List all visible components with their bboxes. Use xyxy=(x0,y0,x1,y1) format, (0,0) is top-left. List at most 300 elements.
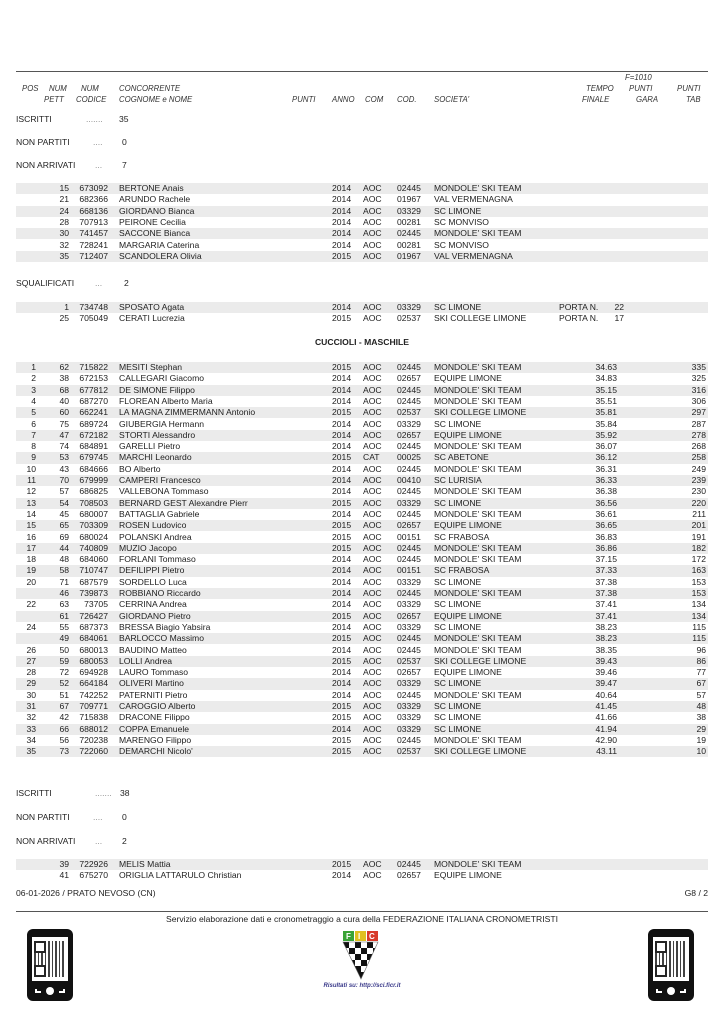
cell-tempo: 36.31 xyxy=(595,463,617,474)
cell-pos: 27 xyxy=(26,655,36,666)
header-punti-tab-1: PUNTI xyxy=(677,84,701,93)
results-url-link[interactable]: Risultati su: http://sci.ficr.it xyxy=(323,983,401,989)
cell-societa: SC LIMONE xyxy=(434,497,482,508)
cell-pos: 16 xyxy=(26,531,36,542)
cell-societa: MONDOLE' SKI TEAM xyxy=(434,554,522,565)
cell-punti-tab: 211 xyxy=(692,508,706,519)
cell-societa: MONDOLE' SKI TEAM xyxy=(434,395,522,406)
cell-societa: SC LIMONE xyxy=(434,678,482,689)
cell-pett: 69 xyxy=(59,531,69,542)
cell-name: SACCONE Bianca xyxy=(119,228,191,239)
cell-pos: 7 xyxy=(31,429,36,440)
iscritti-label-2: ISCRITTI xyxy=(16,788,52,798)
cell-cod: 03329 xyxy=(397,205,421,216)
cell-codice: 707913 xyxy=(79,216,108,227)
non-partiti-dots-2: .... xyxy=(93,812,103,822)
cell-anno: 2014 xyxy=(332,723,352,734)
cell-punti-tab: 134 xyxy=(691,610,706,621)
cell-name: GARELLI Pietro xyxy=(119,441,181,452)
cell-com: AOC xyxy=(363,239,382,250)
non-arrivato-row xyxy=(16,183,708,194)
cell-societa: SC LIMONE xyxy=(434,205,482,216)
cell-cod: 02445 xyxy=(397,859,421,869)
header-concorrente: CONCORRENTE xyxy=(119,84,181,93)
cell-pos: 20 xyxy=(26,576,36,587)
cell-com: AOC xyxy=(363,475,382,485)
cell-tempo: 37.38 xyxy=(595,588,617,598)
cell-name: MUZIO Jacopo xyxy=(119,542,177,553)
cell-tempo: 43.11 xyxy=(596,746,617,757)
cell-pett: 39 xyxy=(59,859,69,869)
cell-codice: 710747 xyxy=(79,565,108,576)
cell-codice: 741457 xyxy=(79,228,108,239)
cell-societa: SC FRABOSA xyxy=(434,565,490,576)
summary-iscritti-2 xyxy=(16,788,130,798)
cell-cod: 02537 xyxy=(397,746,421,757)
cell-name: BATTAGLIA Gabriele xyxy=(119,508,200,519)
cell-anno: 2015 xyxy=(332,633,352,644)
cell-pett: 50 xyxy=(59,644,69,655)
logo-letter-c: C xyxy=(369,932,375,941)
cell-pos: 32 xyxy=(26,712,36,723)
cell-tempo: 36.33 xyxy=(595,475,617,485)
cell-cod: 02445 xyxy=(397,228,421,239)
cell-anno: 2014 xyxy=(332,486,352,497)
cell-societa: MONDOLE' SKI TEAM xyxy=(434,734,522,745)
result-row xyxy=(16,645,708,656)
cell-porta-n: 22 xyxy=(614,302,624,312)
cell-name: DRACONE Filippo xyxy=(119,712,190,723)
cell-com: AOC xyxy=(363,723,382,734)
cell-anno: 2014 xyxy=(332,384,352,395)
cell-pett: 28 xyxy=(59,216,69,227)
cell-com: AOC xyxy=(363,520,382,531)
result-row xyxy=(16,622,708,633)
cell-name: FORLANI Tommaso xyxy=(119,554,196,565)
result-row xyxy=(16,362,708,373)
cell-com: AOC xyxy=(363,183,382,193)
cell-name: OLIVERI Martino xyxy=(119,678,184,689)
cell-anno: 2014 xyxy=(332,678,352,689)
cell-tempo: 36.07 xyxy=(595,441,617,452)
cell-com: AOC xyxy=(363,194,382,205)
cell-cod: 02657 xyxy=(397,429,421,440)
cell-anno: 2014 xyxy=(332,395,352,406)
cell-pett: 35 xyxy=(59,250,69,261)
cell-com: AOC xyxy=(363,610,382,621)
logo-yellow-block xyxy=(355,931,366,941)
cell-tempo: 35.92 xyxy=(595,429,617,440)
cell-punti-tab: 258 xyxy=(691,452,706,463)
cell-com: AOC xyxy=(363,588,382,598)
non-arrivati-label: NON ARRIVATI xyxy=(16,160,76,170)
cell-codice: 739873 xyxy=(79,588,108,598)
cell-codice: 673092 xyxy=(79,183,108,193)
cell-com: AOC xyxy=(363,463,382,474)
cell-com: AOC xyxy=(363,486,382,497)
cell-anno: 2015 xyxy=(332,712,352,723)
cell-codice: 715822 xyxy=(79,362,108,372)
cell-tempo: 34.83 xyxy=(595,373,617,384)
cell-com: AOC xyxy=(363,734,382,745)
cell-name: SPOSATO Agata xyxy=(119,302,185,312)
cell-name: MARGARIA Caterina xyxy=(119,239,200,250)
non-arrivati-value: 7 xyxy=(122,160,127,170)
cell-anno: 2014 xyxy=(332,588,352,598)
cell-anno: 2015 xyxy=(332,497,352,508)
cell-anno: 2015 xyxy=(332,250,352,261)
qr-code-icon xyxy=(34,941,66,977)
cell-anno: 2014 xyxy=(332,870,352,881)
cell-pett: 25 xyxy=(59,313,69,324)
cell-codice: 682366 xyxy=(79,194,108,205)
cell-anno: 2014 xyxy=(332,216,352,227)
cell-punti-tab: 268 xyxy=(691,441,706,452)
cell-tempo: 36.83 xyxy=(595,531,617,542)
cell-cod: 02445 xyxy=(397,633,421,644)
cell-codice: 715838 xyxy=(79,712,108,723)
cell-pett: 61 xyxy=(59,610,69,621)
cell-punti-tab: 48 xyxy=(696,701,706,711)
squalificato-row xyxy=(16,313,708,324)
cell-anno: 2014 xyxy=(332,373,352,384)
cell-societa: MONDOLE' SKI TEAM xyxy=(434,463,522,474)
cell-codice: 684060 xyxy=(79,554,108,565)
cell-codice: 675270 xyxy=(79,870,108,881)
cell-societa: EQUIPE LIMONE xyxy=(434,667,502,678)
cell-com: AOC xyxy=(363,678,382,689)
cell-anno: 2014 xyxy=(332,599,352,610)
cell-societa: MONDOLE' SKI TEAM xyxy=(434,486,522,497)
cell-com: AOC xyxy=(363,216,382,227)
cell-pos: 14 xyxy=(26,508,36,519)
result-row xyxy=(16,452,708,463)
cell-punti-tab: 316 xyxy=(691,384,706,395)
cell-com: AOC xyxy=(363,644,382,655)
cell-name: SCANDOLERA Olivia xyxy=(119,250,202,261)
squalificato-row xyxy=(16,302,708,313)
cell-pett: 75 xyxy=(59,418,69,429)
cell-societa: SC LIMONE xyxy=(434,418,482,429)
cell-societa: MONDOLE' SKI TEAM xyxy=(434,183,522,193)
result-row xyxy=(16,407,708,418)
result-row xyxy=(16,498,708,509)
cell-codice: 722926 xyxy=(79,859,108,869)
non-arrivato-row xyxy=(16,240,708,251)
cell-punti-tab: 306 xyxy=(691,395,706,406)
cell-name: POLANSKI Andrea xyxy=(119,531,192,542)
section-title: CUCCIOLI - MASCHILE xyxy=(314,337,410,347)
cell-pett: 73 xyxy=(59,746,69,757)
cell-societa: SC FRABOSA xyxy=(434,531,490,542)
cell-pett: 71 xyxy=(59,576,69,587)
cell-anno: 2015 xyxy=(332,734,352,745)
cell-cod: 02657 xyxy=(397,667,421,678)
cell-anno: 2015 xyxy=(332,859,352,869)
cell-punti-tab: 201 xyxy=(691,520,706,531)
cell-punti-tab: 29 xyxy=(696,723,706,734)
cell-punti-tab: 115 xyxy=(692,633,706,644)
summary-squalificati xyxy=(16,278,129,288)
cell-tempo: 36.65 xyxy=(595,520,617,531)
cell-punti-tab: 182 xyxy=(691,542,706,553)
cell-societa: SKI COLLEGE LIMONE xyxy=(434,655,527,666)
cell-codice: 668136 xyxy=(79,205,108,216)
non-partiti-value-2: 0 xyxy=(122,812,127,822)
cell-tempo: 39.47 xyxy=(595,678,617,689)
result-row xyxy=(16,690,708,701)
cell-anno: 2014 xyxy=(332,463,352,474)
cell-name: MESITI Stephan xyxy=(119,362,183,372)
cell-porta: PORTA N. xyxy=(559,313,599,324)
cell-cod: 02445 xyxy=(397,362,421,372)
cell-punti-tab: 230 xyxy=(691,486,706,497)
cell-tempo: 35.81 xyxy=(595,407,617,418)
header-punti-tab-2: TAB xyxy=(686,95,701,104)
cell-pett: 70 xyxy=(59,475,69,485)
logo-letter-i: I xyxy=(358,932,361,941)
cell-anno: 2014 xyxy=(332,689,352,700)
cell-pett: 49 xyxy=(59,633,69,644)
non-partiti-label: NON PARTITI xyxy=(16,137,70,147)
cell-cod: 02657 xyxy=(397,610,421,621)
cell-tempo: 42.90 xyxy=(595,734,617,745)
header-cognome-nome: COGNOME e NOME xyxy=(119,95,193,104)
cell-pos: 28 xyxy=(26,667,36,678)
cell-punti-tab: 335 xyxy=(691,362,706,372)
cell-porta: PORTA N. xyxy=(559,302,599,312)
result-row xyxy=(16,599,708,610)
cell-cod: 02657 xyxy=(397,373,421,384)
cell-tempo: 38.23 xyxy=(595,633,617,644)
cell-punti-tab: 297 xyxy=(691,407,706,418)
cell-cod: 02445 xyxy=(397,395,421,406)
header-societa: SOCIETA' xyxy=(434,95,470,104)
cell-anno: 2014 xyxy=(332,205,352,216)
cell-punti-tab: 96 xyxy=(696,644,706,655)
cell-codice: 722060 xyxy=(79,746,108,757)
result-row xyxy=(16,373,708,384)
cell-pett: 52 xyxy=(59,678,69,689)
cell-name: BO Alberto xyxy=(119,463,161,474)
cell-codice: 734748 xyxy=(79,302,108,312)
cell-com: AOC xyxy=(363,373,382,384)
cell-cod: 03329 xyxy=(397,712,421,723)
cell-societa: SC LIMONE xyxy=(434,599,482,610)
cell-cod: 03329 xyxy=(397,576,421,587)
cell-pett: 65 xyxy=(59,520,69,531)
cell-cod: 00151 xyxy=(397,565,421,576)
cell-punti-tab: 172 xyxy=(691,554,706,565)
header-finale: FINALE xyxy=(582,95,610,104)
cell-cod: 00410 xyxy=(397,475,421,485)
cell-societa: SC LIMONE xyxy=(434,712,482,723)
cell-porta-n: 17 xyxy=(614,313,624,324)
cell-anno: 2015 xyxy=(332,746,352,757)
cell-name: GIUBERGIA Hermann xyxy=(119,418,205,429)
cell-pos: 15 xyxy=(26,520,36,531)
cell-anno: 2015 xyxy=(332,452,352,463)
result-row xyxy=(16,656,708,667)
cell-anno: 2014 xyxy=(332,228,352,239)
ficr-logo xyxy=(341,929,381,981)
cell-tempo: 36.56 xyxy=(595,497,617,508)
cell-societa: EQUIPE LIMONE xyxy=(434,373,502,384)
cell-com: AOC xyxy=(363,531,382,542)
non-arrivato-row xyxy=(16,194,708,205)
cell-pett: 62 xyxy=(59,362,69,372)
header-codice: CODICE xyxy=(76,95,107,104)
service-credit: Servizio elaborazione dati e cronometraggio a cura della FEDERAZIONE ITALIANA CRONOMETRISTI xyxy=(166,914,558,924)
cell-com: AOC xyxy=(363,859,382,869)
cell-anno: 2015 xyxy=(332,655,352,666)
cell-name: ORIGLIA LATTARULO Christian xyxy=(119,870,242,881)
cell-com: AOC xyxy=(363,621,382,632)
cell-name: ROSEN Ludovico xyxy=(119,520,187,531)
cell-pett: 63 xyxy=(59,599,69,610)
header-punti-gara-1: PUNTI xyxy=(629,84,653,93)
cell-societa: SC MONVISO xyxy=(434,239,489,250)
cell-codice: 680007 xyxy=(79,508,108,519)
cell-societa: MONDOLE' SKI TEAM xyxy=(434,542,522,553)
cell-com: AOC xyxy=(363,870,382,881)
cell-cod: 03329 xyxy=(397,701,421,711)
cell-punti-tab: 191 xyxy=(691,531,706,542)
cell-pett: 38 xyxy=(59,373,69,384)
cell-com: AOC xyxy=(363,418,382,429)
header-num2: NUM xyxy=(81,84,99,93)
cell-codice: 680053 xyxy=(79,655,108,666)
cell-com: AOC xyxy=(363,746,382,757)
cell-com: AOC xyxy=(363,250,382,261)
cell-pett: 66 xyxy=(59,723,69,734)
cell-pos: 19 xyxy=(26,565,36,576)
cell-codice: 709771 xyxy=(79,701,108,711)
cell-societa: EQUIPE LIMONE xyxy=(434,870,502,881)
cell-name: PEIRONE Cecilia xyxy=(119,216,186,227)
cell-punti-tab: 67 xyxy=(696,678,706,689)
header-punti-gara-2: GARA xyxy=(636,95,659,104)
result-row xyxy=(16,735,708,746)
cell-cod: 00281 xyxy=(397,216,421,227)
result-row xyxy=(16,577,708,588)
cell-name: DEFILIPPI Pietro xyxy=(119,565,185,576)
non-arrivato-row xyxy=(16,251,708,262)
cell-pos: 1 xyxy=(31,362,36,372)
cell-pett: 46 xyxy=(59,588,69,598)
cell-pos: 8 xyxy=(31,441,36,452)
cell-tempo: 38.23 xyxy=(595,621,617,632)
non-arrivato-row xyxy=(16,870,708,881)
cell-tempo: 36.86 xyxy=(595,542,617,553)
result-row xyxy=(16,724,708,735)
cell-societa: MONDOLE' SKI TEAM xyxy=(434,441,522,452)
cell-punti-tab: 220 xyxy=(691,497,706,508)
cell-societa: MONDOLE' SKI TEAM xyxy=(434,644,522,655)
cell-cod: 00151 xyxy=(397,531,421,542)
cell-pos: 4 xyxy=(31,395,36,406)
result-row xyxy=(16,633,708,644)
cell-pett: 58 xyxy=(59,565,69,576)
cell-tempo: 41.66 xyxy=(595,712,617,723)
cell-societa: MONDOLE' SKI TEAM xyxy=(434,689,522,700)
cell-punti-tab: 10 xyxy=(696,746,706,757)
cell-cod: 01967 xyxy=(397,250,421,261)
cell-societa: VAL VERMENAGNA xyxy=(434,194,513,205)
cell-name: DEMARCHI Nicolo' xyxy=(119,746,193,757)
footer-page-number: G8 / 2 xyxy=(684,888,708,898)
result-row xyxy=(16,667,708,678)
cell-cod: 02537 xyxy=(397,407,421,418)
cell-pett: 68 xyxy=(59,384,69,395)
cell-codice: 720238 xyxy=(79,734,108,745)
non-partiti-dots: .... xyxy=(93,137,103,147)
header-cod: COD. xyxy=(397,95,417,104)
cell-pett: 15 xyxy=(59,183,69,193)
cell-societa: SC LIMONE xyxy=(434,701,482,711)
cell-com: AOC xyxy=(363,395,382,406)
cell-pos: 31 xyxy=(26,701,36,711)
result-row xyxy=(16,520,708,531)
cell-cod: 02445 xyxy=(397,441,421,452)
cell-societa: SC ABETONE xyxy=(434,452,489,463)
cell-codice: 664184 xyxy=(79,678,108,689)
cell-codice: 694928 xyxy=(79,667,108,678)
cell-cod: 02445 xyxy=(397,689,421,700)
cell-pett: 54 xyxy=(59,497,69,508)
summary-non-partiti xyxy=(16,137,127,147)
cell-codice: 708503 xyxy=(79,497,108,508)
cell-codice: 684891 xyxy=(79,441,108,452)
result-row xyxy=(16,678,708,689)
cell-com: AOC xyxy=(363,667,382,678)
cell-com: AOC xyxy=(363,565,382,576)
cell-anno: 2014 xyxy=(332,621,352,632)
squalificati-label: SQUALIFICATI xyxy=(16,278,75,288)
cell-pett: 30 xyxy=(59,228,69,239)
cell-societa: VAL VERMENAGNA xyxy=(434,250,513,261)
cell-pos: 5 xyxy=(31,407,36,418)
non-arrivato-row xyxy=(16,217,708,228)
cell-pos: 2 xyxy=(31,373,36,384)
non-arrivato-row xyxy=(16,859,708,870)
cell-anno: 2015 xyxy=(332,531,352,542)
cell-anno: 2014 xyxy=(332,418,352,429)
cell-name: VALLEBONA Tommaso xyxy=(119,486,209,497)
cell-societa: MONDOLE' SKI TEAM xyxy=(434,384,522,395)
cell-name: CALLEGARI Giacomo xyxy=(119,373,205,384)
cell-com: AOC xyxy=(363,429,382,440)
cell-societa: MONDOLE' SKI TEAM xyxy=(434,633,522,644)
cell-name: ROBBIANO Riccardo xyxy=(119,588,201,598)
cell-codice: 680024 xyxy=(79,531,108,542)
cell-societa: EQUIPE LIMONE xyxy=(434,610,502,621)
squalificati-value: 2 xyxy=(124,278,129,288)
cell-pett: 41 xyxy=(59,870,69,881)
non-arrivati-label-2: NON ARRIVATI xyxy=(16,836,76,846)
cell-pos: 13 xyxy=(26,497,36,508)
cell-pett: 40 xyxy=(59,395,69,406)
cell-anno: 2014 xyxy=(332,565,352,576)
result-row xyxy=(16,419,708,430)
cell-pos: 12 xyxy=(26,486,36,497)
cell-punti-tab: 115 xyxy=(692,621,706,632)
cell-pos: 10 xyxy=(26,463,36,474)
cell-pos: 30 xyxy=(26,689,36,700)
cell-com: AOC xyxy=(363,701,382,711)
cell-pett: 47 xyxy=(59,429,69,440)
non-arrivati-dots: ... xyxy=(95,160,103,170)
